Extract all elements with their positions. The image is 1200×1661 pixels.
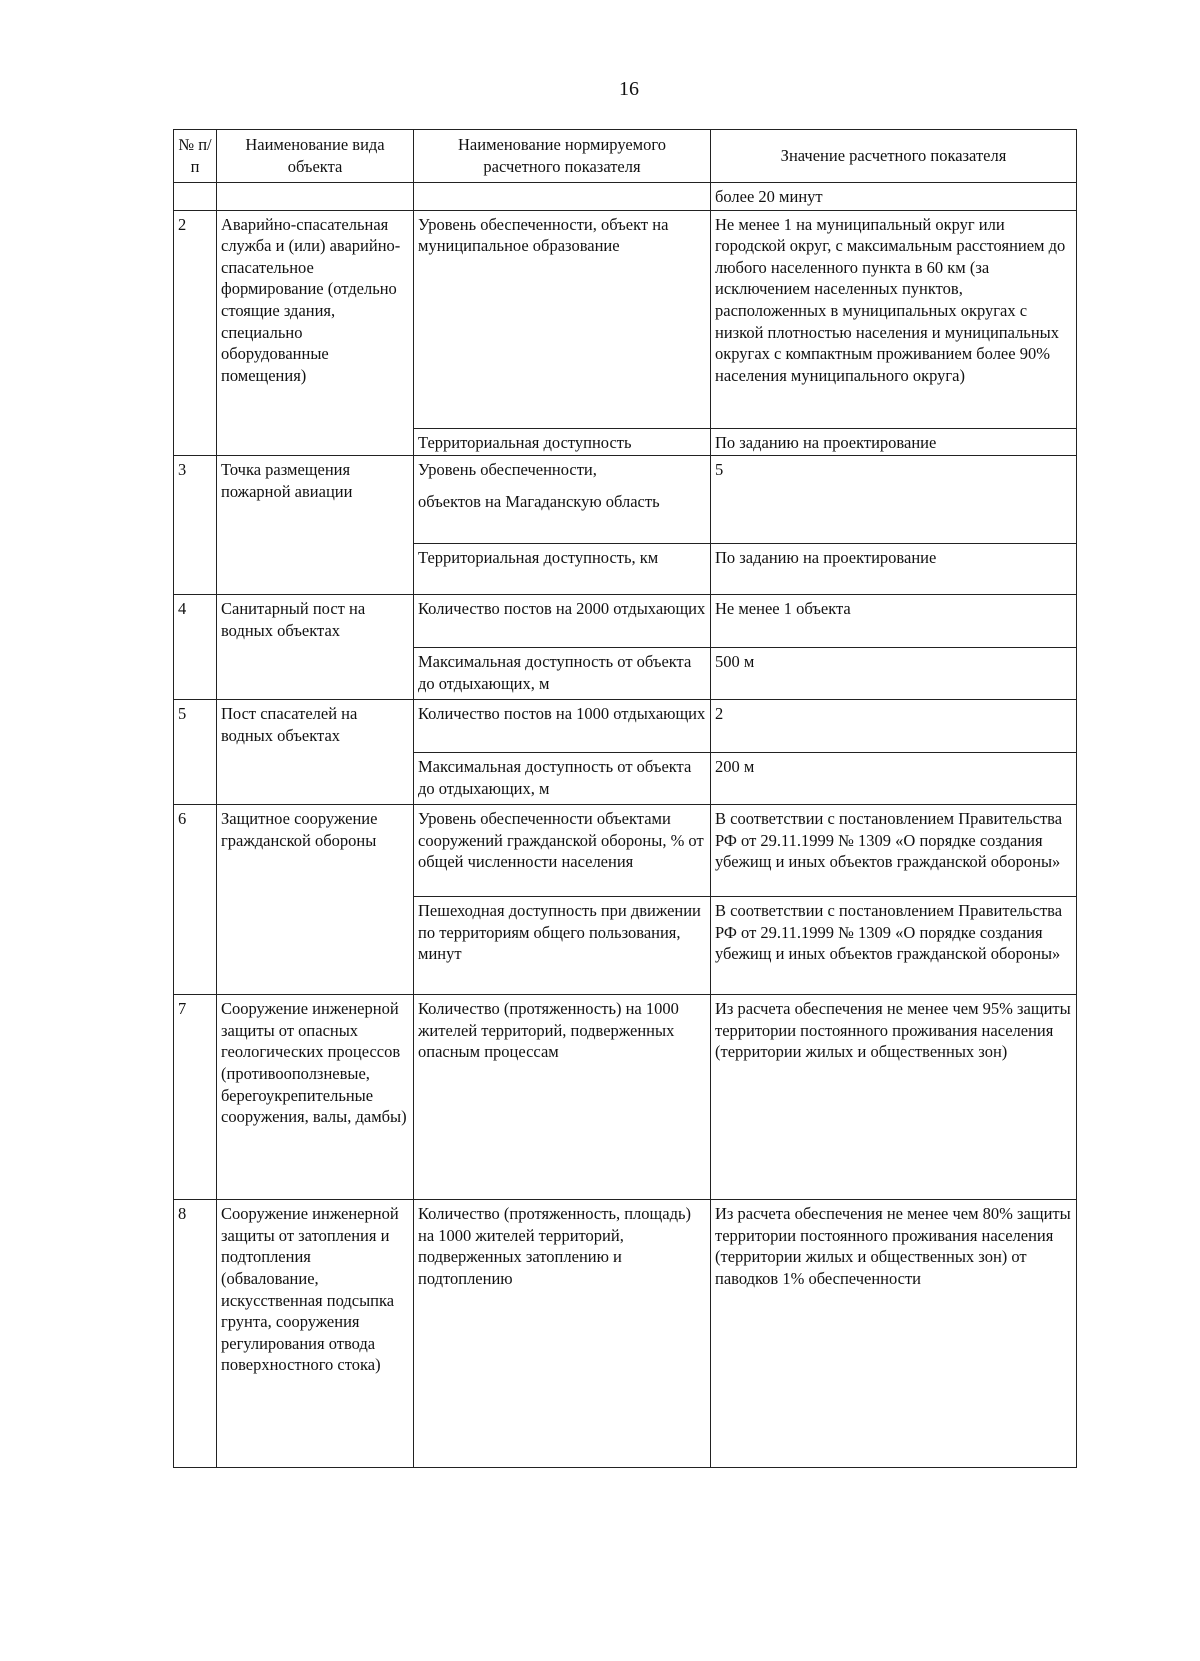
- row-num: 2: [174, 210, 217, 456]
- indicator-line: Уровень обеспеченности,: [418, 460, 597, 480]
- indicator-value: 5: [711, 456, 1077, 544]
- indicator-value: Из расчета обеспечения не менее чем 95% защиты территории постоянного проживания населения (территории жилых и общественных зон): [711, 995, 1077, 1200]
- table-row: [174, 210, 1077, 428]
- row-num: 5: [174, 700, 217, 805]
- indicator-value: 2: [711, 700, 1077, 753]
- row-num: 8: [174, 1200, 217, 1468]
- header-object-type: Наименование вида объекта: [217, 130, 414, 183]
- indicator: Количество постов на 1000 отдыхающих: [414, 700, 711, 753]
- table-row: [174, 700, 1077, 753]
- table-row: [174, 183, 1077, 211]
- object-name: Сооружение инженерной защиты от затопления и подтопления (обвалование, искусственная подсыпка грунта, сооружения регулирования отвода поверхностного стока): [217, 1200, 414, 1468]
- indicator-value: По заданию на проектирование: [711, 544, 1077, 595]
- indicator-value: По заданию на проектирование: [711, 428, 1077, 456]
- table-header-row: [174, 130, 1077, 183]
- header-value: Значение расчетного показателя: [711, 130, 1077, 183]
- table-row: [174, 1200, 1077, 1468]
- row-num: 7: [174, 995, 217, 1200]
- row-num: 6: [174, 805, 217, 995]
- indicator-line: объектов на Магаданскую область: [418, 491, 660, 511]
- table-row: [174, 456, 1077, 544]
- continuation-value: более 20 минут: [711, 183, 1077, 211]
- norms-table: [173, 129, 1077, 1468]
- indicator: Территориальная доступность: [414, 428, 711, 456]
- object-name: Точка размещения пожарной авиации: [217, 456, 414, 595]
- indicator: Количество (протяженность) на 1000 жителей территорий, подверженных опасным процессам: [414, 995, 711, 1200]
- indicator: Уровень обеспеченности, объект на муниципальное образование: [414, 210, 711, 428]
- object-name: Санитарный пост на водных объектах: [217, 595, 414, 700]
- indicator-value: Из расчета обеспечения не менее чем 80% защиты территории постоянного проживания населения (территории жилых и общественных зон) от паводков 1% обеспеченности: [711, 1200, 1077, 1468]
- indicator: Территориальная доступность, км: [414, 544, 711, 595]
- header-num: № п/п: [174, 130, 217, 183]
- table-row: [174, 805, 1077, 897]
- indicator-value: В соответствии с постановлением Правительства РФ от 29.11.1999 № 1309 «О порядке создания убежищ и иных объектов гражданской обороны»: [711, 805, 1077, 897]
- indicator: Максимальная доступность от объекта до отдыхающих, м: [414, 648, 711, 700]
- row-num: 4: [174, 595, 217, 700]
- page-number: 16: [619, 78, 639, 100]
- indicator-value: 200 м: [711, 753, 1077, 805]
- indicator: Пешеходная доступность при движении по территориям общего пользования, минут: [414, 897, 711, 995]
- indicator: Уровень обеспеченности объектами сооружений гражданской обороны, % от общей численности населения: [414, 805, 711, 897]
- row-num: 3: [174, 456, 217, 595]
- object-name: Защитное сооружение гражданской обороны: [217, 805, 414, 995]
- table-row: [174, 995, 1077, 1200]
- indicator: Максимальная доступность от объекта до отдыхающих, м: [414, 753, 711, 805]
- indicator-value: Не менее 1 объекта: [711, 595, 1077, 648]
- indicator: Количество (протяженность, площадь) на 1000 жителей территорий, подверженных затоплению и подтоплению: [414, 1200, 711, 1468]
- header-indicator: Наименование нормируемого расчетного показателя: [414, 130, 711, 183]
- indicator-value: В соответствии с постановлением Правительства РФ от 29.11.1999 № 1309 «О порядке создания убежищ и иных объектов гражданской обороны»: [711, 897, 1077, 995]
- indicator-value: 500 м: [711, 648, 1077, 700]
- table-row: [174, 595, 1077, 648]
- indicator: [414, 456, 711, 544]
- object-name: Аварийно-спасательная служба и (или) аварийно-спасательное формирование (отдельно стоящие здания, специально оборудованные помещения): [217, 210, 414, 456]
- indicator: Количество постов на 2000 отдыхающих: [414, 595, 711, 648]
- object-name: Сооружение инженерной защиты от опасных геологических процессов (противооползневые, берегоукрепительные сооружения, валы, дамбы): [217, 995, 414, 1200]
- object-name: Пост спасателей на водных объектах: [217, 700, 414, 805]
- indicator-value: Не менее 1 на муниципальный округ или городской округ, с максимальным расстоянием до любого населенного пункта в 60 км (за исключением населенных пунктов, расположенных в муниципальных округах с низкой плотностью населения и муниципальных округах с компактным проживанием более 90% населения муниципального округа): [711, 210, 1077, 428]
